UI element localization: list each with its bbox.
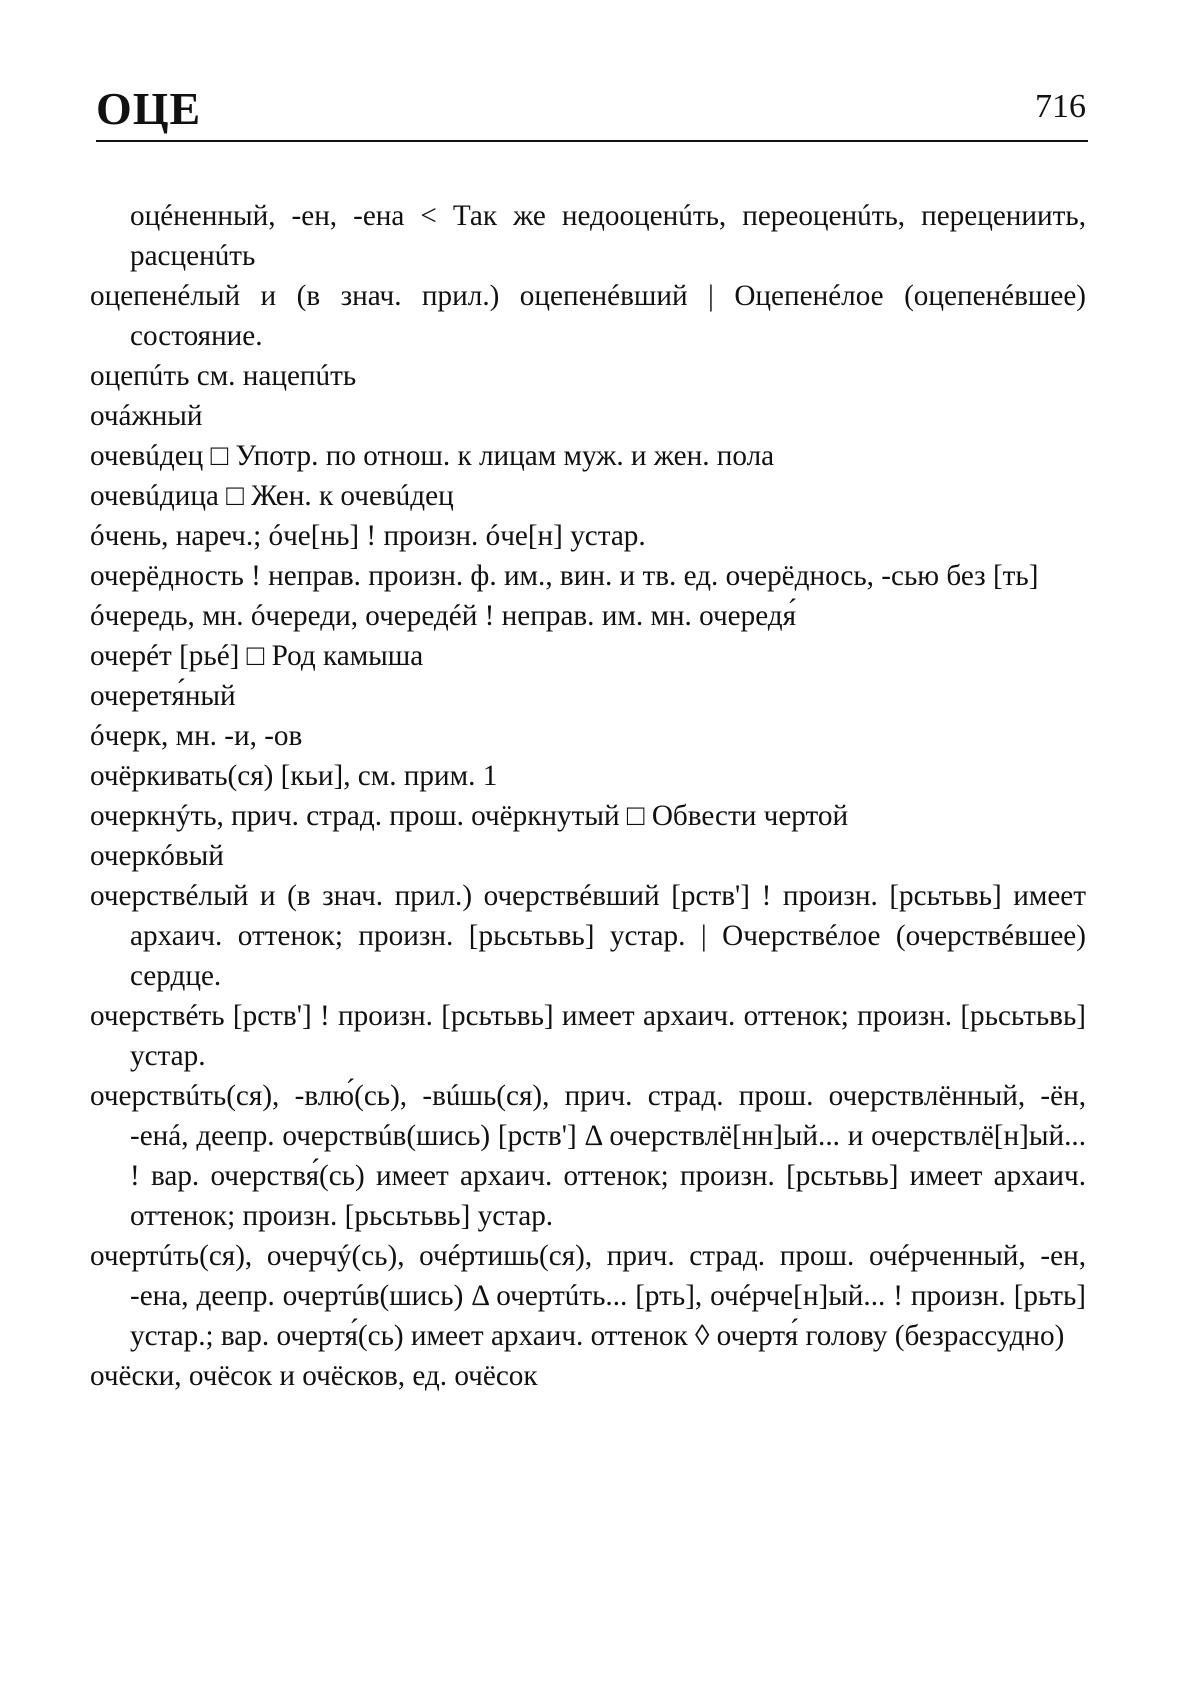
dictionary-entry: очерёдность ! неправ. произн. ф. им., вин. и тв. ед. очерёднось, -сью без [ть] (90, 560, 1039, 592)
dictionary-entry: óчередь, мн. óчереди, очередéй ! неправ. им. мн. очередя́ (90, 600, 797, 632)
dictionary-entry: очерствéть [рств'] ! произн. [рсьтьвь] имеет архаич. оттенок; произн. [рьсьтьвь] устар. (90, 1000, 1086, 1072)
dictionary-entry: очёски, очёсок и очёсков, ед. очёсок (90, 1360, 538, 1392)
dictionary-entry: оцепúть см. нацепúть (90, 360, 357, 392)
dictionary-entries (90, 196, 1086, 1396)
running-head: ОЦЕ (96, 83, 202, 134)
dictionary-entry: очеркнýть, прич. страд. прош. очёркнутый □ Обвести чертой (90, 800, 849, 832)
dictionary-entry: очеркóвый (90, 840, 224, 872)
dictionary-entry: очёркивать(ся) [кьи], см. прим. 1 (90, 760, 498, 792)
dictionary-entry: óчень, нареч.; óче[нь] ! произн. óче[н] устар. (90, 520, 646, 552)
dictionary-entry: очерствéлый и (в знач. прил.) очерствéвший [рств'] ! произн. [рсьтьвь] имеет архаич. оттенок; произн. [рьсьтьвь] устар. | Очерствéлое (очерствéвшее) сердце. (90, 880, 1086, 992)
dictionary-entry: очеретя́ный (90, 680, 236, 712)
dictionary-entry: оцепенéлый и (в знач. прил.) оцепенéвший | Оцепенéлое (оцепенéвшее) состояние. (90, 280, 1086, 352)
dictionary-entry: очертúть(ся), очерчý(сь), очéртишь(ся), прич. страд. прош. очéрченный, -ен, -ена, деепр. очертúв(шись) Δ очертúть... [рть], очéрче[н]ый... ! произн. [рьть] устар.; вар. очертя́(сь) имеет архаич. оттенок ◊ очертя́ голову (безрассудно) (90, 1240, 1086, 1352)
page-header (96, 80, 1088, 142)
dictionary-entry: очерéт [рьé] □ Род камыша (90, 640, 424, 672)
dictionary-entry: очевúдец □ Употр. по отнош. к лицам муж. и жен. пола (90, 440, 775, 472)
dictionary-entry: óчерк, мн. -и, -ов (90, 720, 303, 752)
dictionary-entry: оцéненный, -ен, -ена < Так же недооценúть, переоценúть, перецениить, расценúть (130, 200, 1086, 272)
dictionary-entry: очевúдица □ Жен. к очевúдец (90, 480, 454, 512)
page-number: 716 (1035, 88, 1086, 125)
dictionary-entry: очáжный (90, 400, 203, 432)
dictionary-entry: очерствúть(ся), -влю́(сь), -вúшь(ся), прич. страд. прош. очерствлённый, -ён, -енá, деепр. очерствúв(шись) [рств'] Δ очерствлё[нн]ый... и очерствлё[н]ый... ! вар. очерствя́(сь) имеет архаич. оттенок; произн. [рсьтьвь] имеет архаич. оттенок; произн. [рьсьтьвь] устар. (90, 1080, 1086, 1232)
